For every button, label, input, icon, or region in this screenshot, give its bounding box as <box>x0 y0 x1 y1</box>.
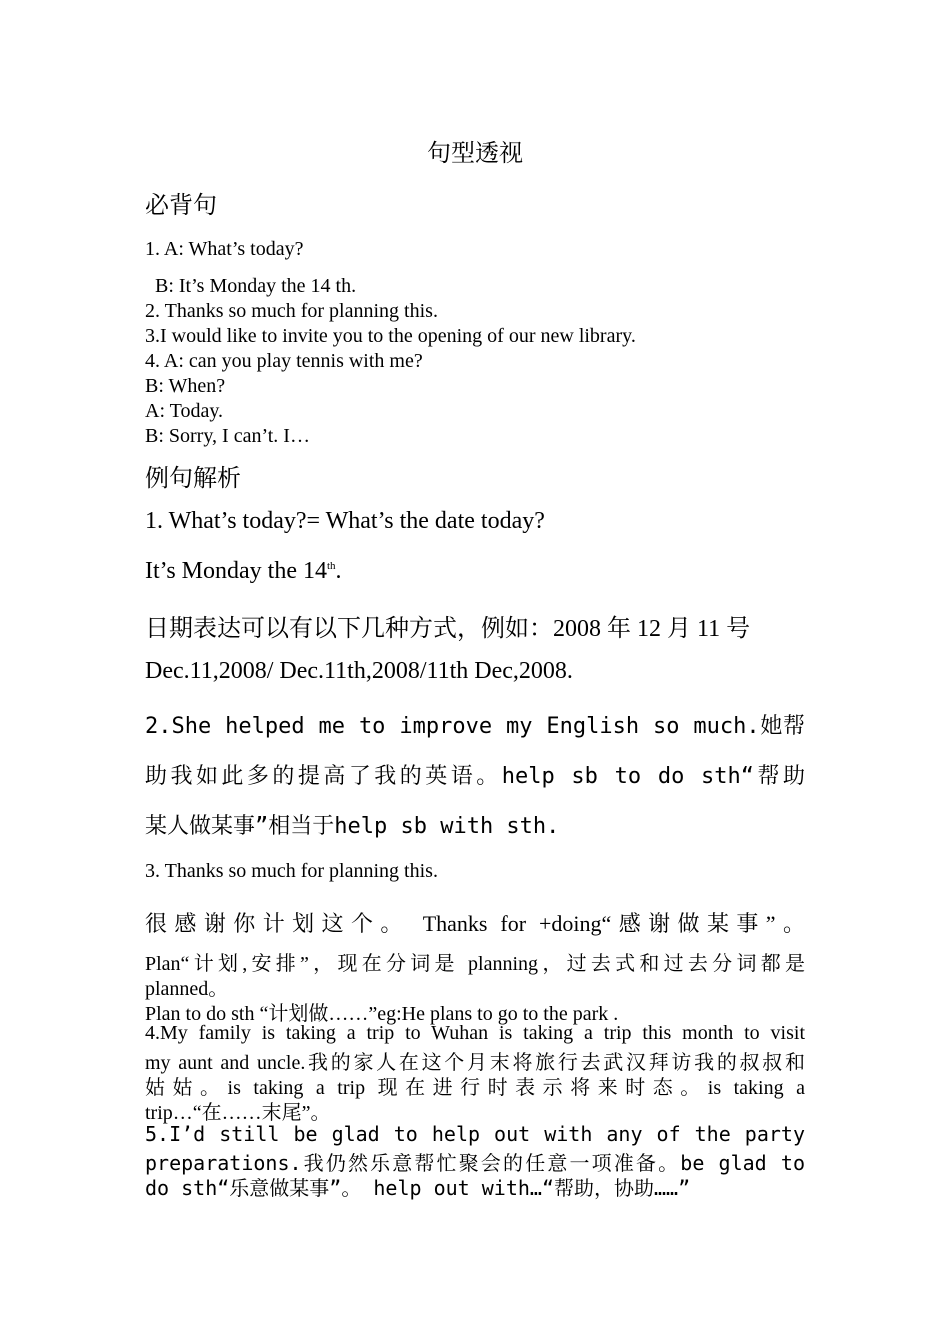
example-4-line: trip…“在……末尾”。 <box>145 1102 331 1124</box>
example-3-translation: 很感谢你计划这个。 Thanks for +doing“感谢做某事”。 <box>145 911 805 936</box>
example-1-note: 日期表达可以有以下几种方式，例如：2008 年 12 月 11 号 <box>145 616 751 642</box>
example-3-sentence: 3. Thanks so much for planning this. <box>145 860 438 882</box>
recite-line: 3.I would like to invite you to the opening of our new library. <box>145 325 636 347</box>
example-3-note: planned。 <box>145 978 229 1000</box>
page-title: 句型透视 <box>427 139 523 167</box>
example-1-question: 1. What’s today?= What’s the date today? <box>145 508 545 534</box>
section-heading-must-recite: 必背句 <box>145 191 217 219</box>
example-4-line: my aunt and uncle.我的家人在这个月末将旅行去武汉拜访我的叔叔和 <box>145 1052 805 1074</box>
example-4-line: 姑姑。is taking a trip 现在进行时表示将来时态。is taking a <box>145 1077 805 1099</box>
recite-line: B: Sorry, I can’t. I… <box>145 425 310 447</box>
example-5-line: 5.I’d still be glad to help out with any of the party <box>145 1122 805 1146</box>
recite-line: B: When? <box>145 375 226 397</box>
section-heading-example-analysis: 例句解析 <box>145 464 241 492</box>
recite-line: 1. A: What’s today? <box>145 238 304 260</box>
example-4-line: 4.My family is taking a trip to Wuhan is taking a trip this month to visit <box>145 1022 805 1044</box>
example-2-line: 某人做某事”相当于help sb with sth. <box>145 814 560 839</box>
recite-line: B: It’s Monday the 14 th. <box>145 275 357 297</box>
recite-line: 2. Thanks so much for planning this. <box>145 300 438 322</box>
example-2-line: 助我如此多的提高了我的英语。help sb to do sth“帮助 <box>145 764 805 789</box>
example-2-line: 2.She helped me to improve my English so much.她帮 <box>145 714 805 739</box>
example-1-date-formats: Dec.11,2008/ Dec.11th,2008/11th Dec,2008. <box>145 658 573 684</box>
example-3-usage: Plan to do sth “计划做……”eg:He plans to go to the park . <box>145 1003 619 1025</box>
example-3-note: Plan“计划,安排”，现在分词是 planning，过去式和过去分词都是 <box>145 953 805 975</box>
example-5-line: do sth“乐意做某事”。 help out with…“帮助，协助……” <box>145 1176 691 1200</box>
recite-line: 4. A: can you play tennis with me? <box>145 350 423 372</box>
example-1-answer: It’s Monday the 14th. <box>145 558 342 584</box>
example-5-line: preparations.我仍然乐意帮忙聚会的任意一项准备。be glad to <box>145 1151 805 1175</box>
recite-line: A: Today. <box>145 400 224 422</box>
